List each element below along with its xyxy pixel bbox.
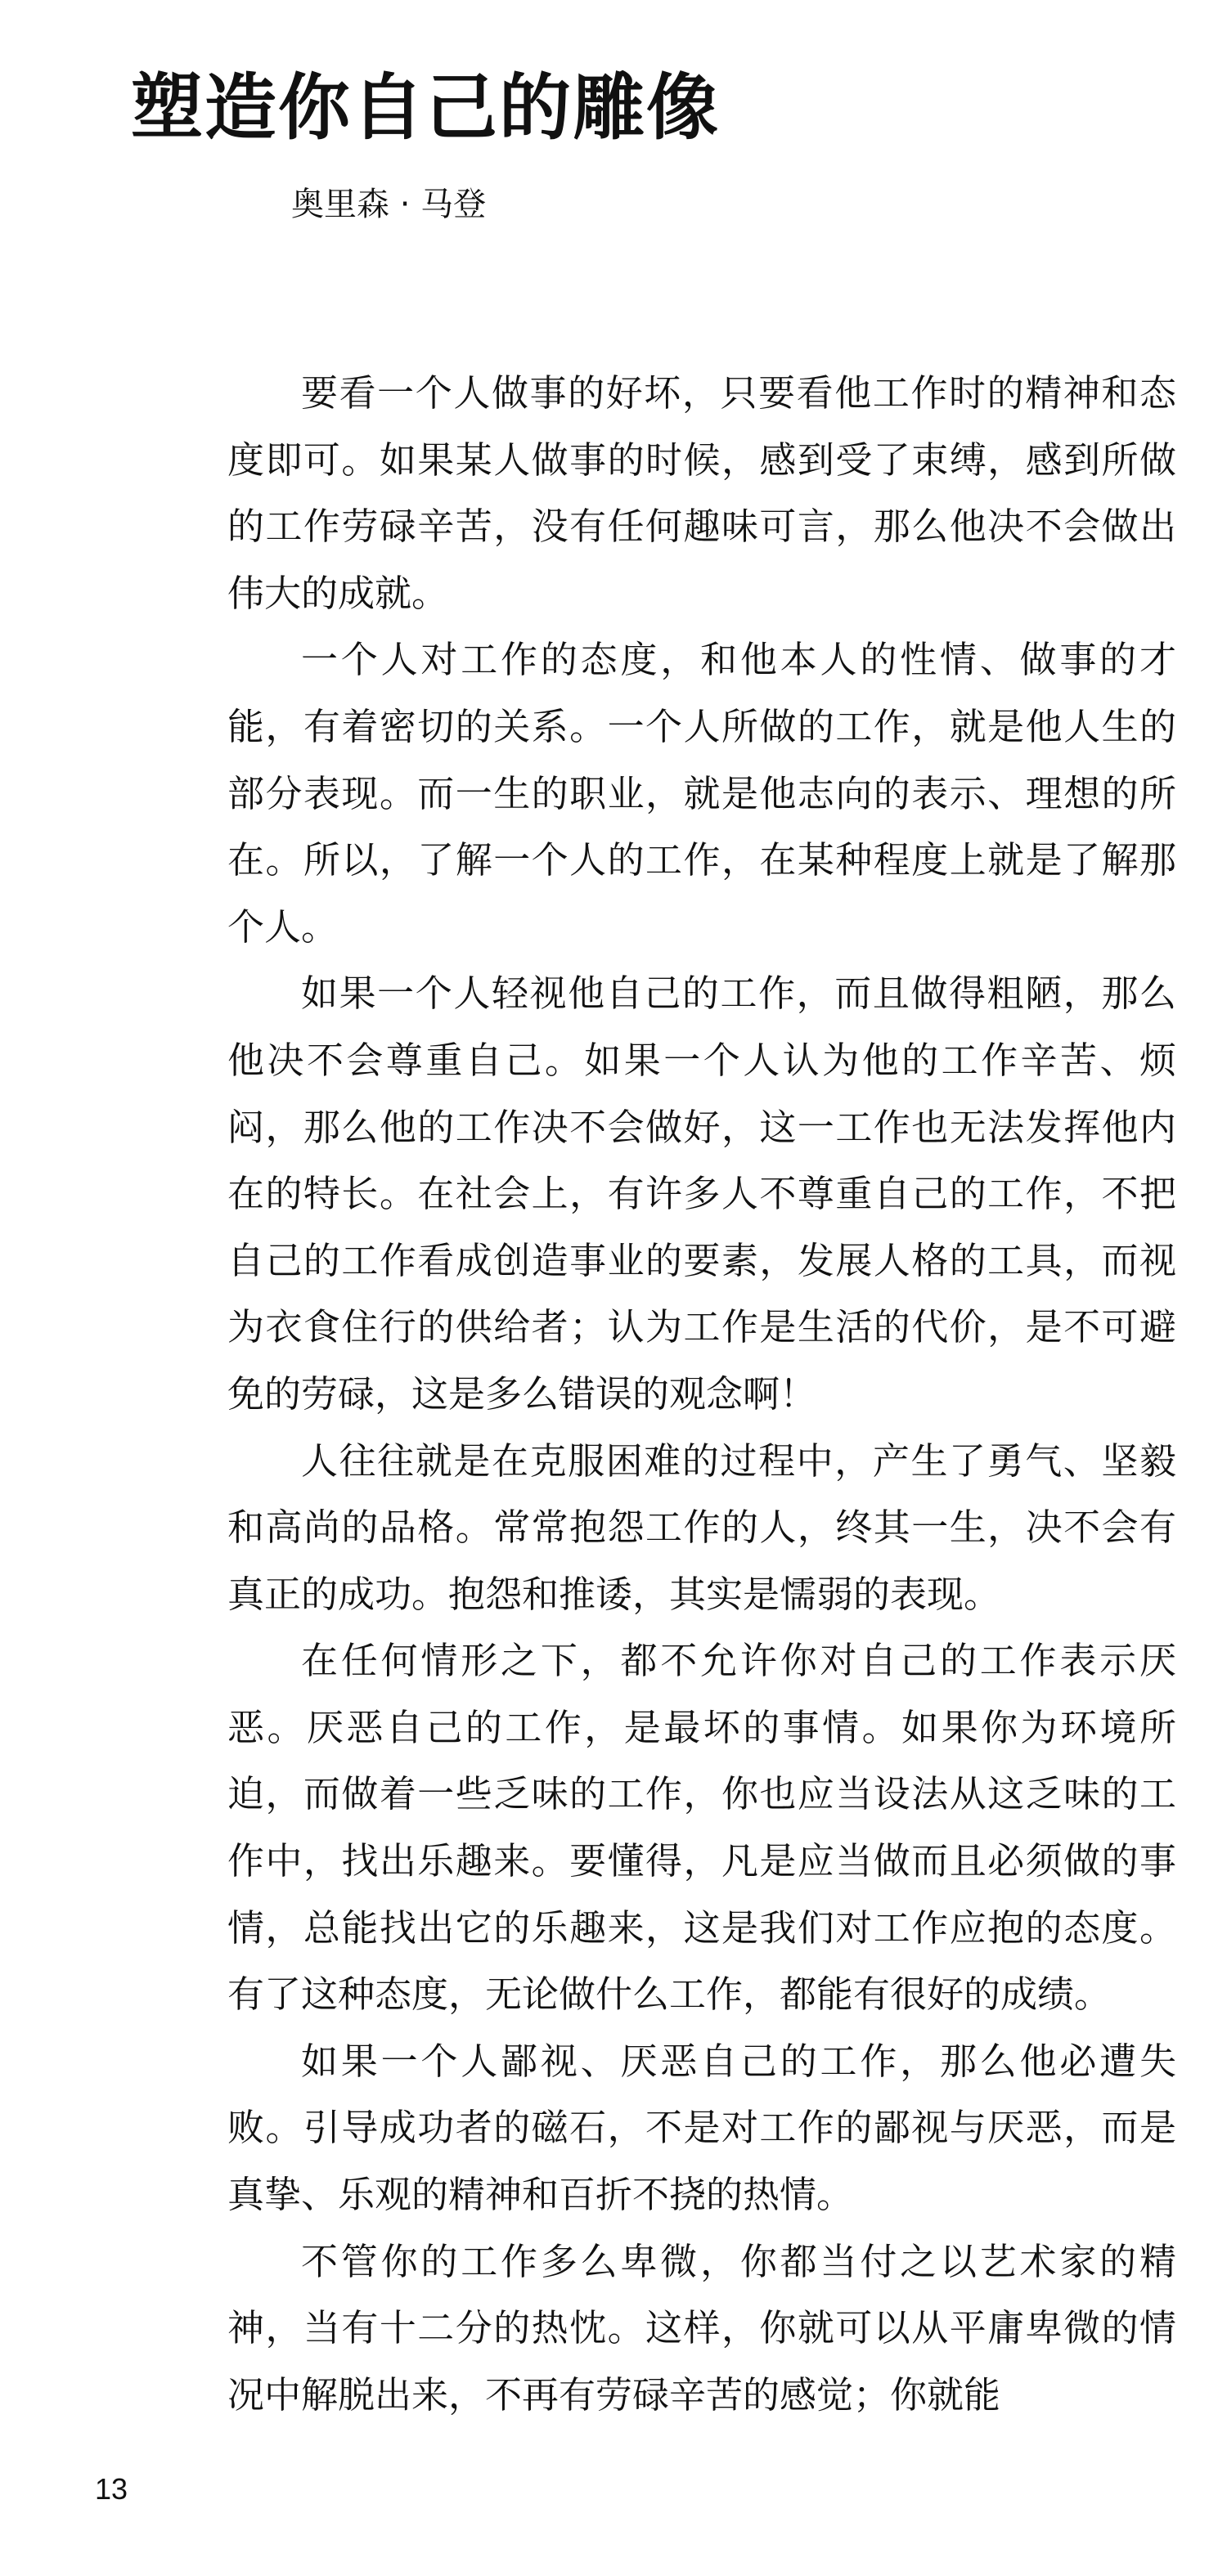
paragraph: 人往往就是在克服困难的过程中，产生了勇气、坚毅和高尚的品格。常常抱怨工作的人，终其一生，决不会有真正的成功。抱怨和推诿，其实是懦弱的表现。 <box>227 1438 1176 1616</box>
paragraph: 在任何情形之下，都不允许你对自己的工作表示厌恶。厌恶自己的工作，是最坏的事情。如果你为环境所迫，而做着一些乏味的工作，你也应当设法从这乏味的工作中，找出乐趣来。要懂得，凡是应当做而且必须做的事情，总能找出它的乐趣来，这是我们对工作应抱的态度。有了这种态度，无论做什么工作，都能有很好的成绩。 <box>227 1639 1176 2017</box>
paragraph: 一个人对工作的态度，和他本人的性情、做事的才能，有着密切的关系。一个人所做的工作，就是他人生的部分表现。而一生的职业，就是他志向的表示、理想的所在。所以，了解一个人的工作，在某种程度上就是了解那个人。 <box>227 638 1176 949</box>
paragraph: 如果一个人轻视他自己的工作，而且做得粗陋，那么他决不会尊重自己。如果一个人认为他的工作辛苦、烦闷，那么他的工作决不会做好，这一工作也无法发挥他内在的特长。在社会上，有许多人不尊重自己的工作，不把自己的工作看成创造事业的要素，发展人格的工具，而视为衣食住行的供给者；认为工作是生活的代价，是不可避免的劳碌，这是多么错误的观念啊！ <box>227 972 1176 1416</box>
paragraph: 如果一个人鄙视、厌恶自己的工作，那么他必遭失败。引导成功者的磁石，不是对工作的鄙视与厌恶，而是真挚、乐观的精神和百折不挠的热情。 <box>227 2039 1176 2217</box>
paragraph: 不管你的工作多么卑微，你都当付之以艺术家的精神，当有十二分的热忱。这样，你就可以从平庸卑微的情况中解脱出来，不再有劳碌辛苦的感觉；你就能 <box>227 2239 1176 2417</box>
paragraph: 要看一个人做事的好坏，只要看他工作时的精神和态度即可。如果某人做事的时候，感到受了束缚，感到所做的工作劳碌辛苦，没有任何趣味可言，那么他决不会做出伟大的成就。 <box>227 371 1176 615</box>
author-byline: 奥里森 · 马登 <box>291 186 487 223</box>
article-body <box>227 360 1176 2428</box>
page-title: 塑造你自己的雕像 <box>131 65 721 150</box>
page-number: 13 <box>95 2472 128 2506</box>
